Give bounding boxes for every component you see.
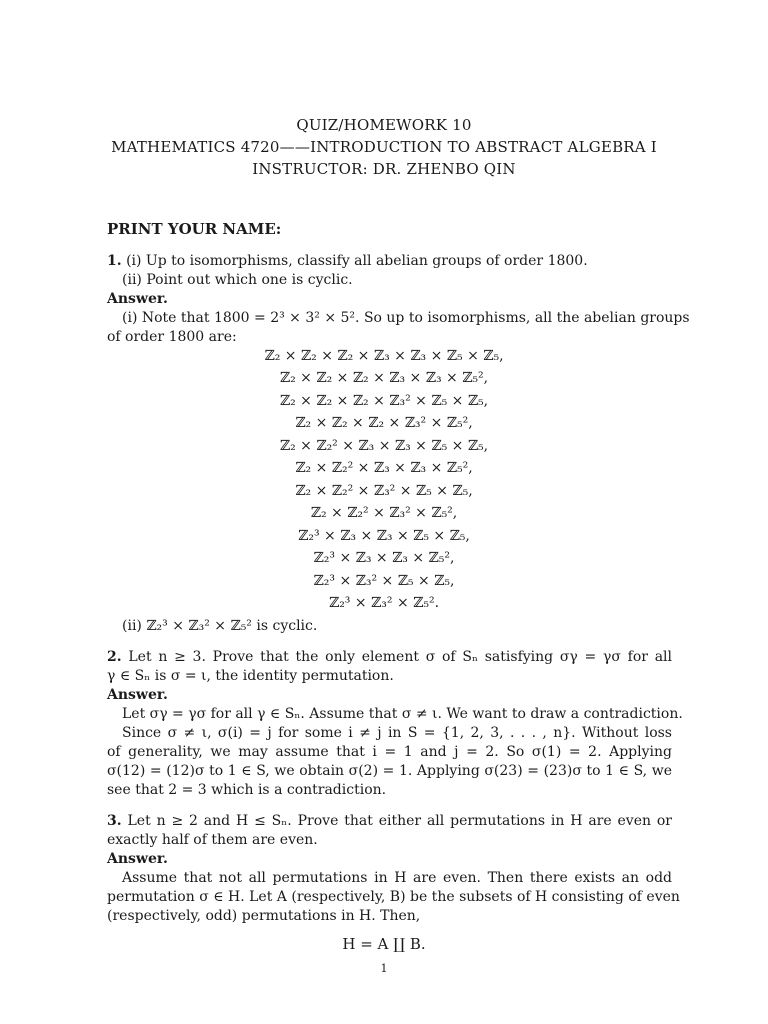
group-list-item: ℤ₂ × ℤ₂² × ℤ₃ × ℤ₃ × ℤ₅ × ℤ₅, [279,438,489,454]
question-3-number: 3. [107,813,122,829]
print-name-label: PRINT YOUR NAME: [107,220,282,238]
disjoint-union-formula: H = A ∐ B. [342,935,426,953]
answer-3-line1: Assume that not all permutations in H are even. Then there exists an odd [122,870,672,886]
answer-1-label: Answer. [107,291,168,307]
question-2-line1 [107,648,672,666]
answer-2-line4: σ(12) = (12)σ to 1 ∈ S, we obtain σ(2) = 1. Applying σ(23) = (23)σ to 1 ∈ S, we [107,763,672,779]
answer-1-intro-line1: (i) Note that 1800 = 2³ × 3² × 5². So up to isomorphisms, all the abelian groups [122,310,690,326]
answer-2-label: Answer. [107,687,168,703]
question-1-number: 1. [107,253,122,269]
question-2-line2: γ ∈ Sₙ is σ = ι, the identity permutation. [107,668,394,684]
header-instructor: INSTRUCTOR: DR. ZHENBO QIN [252,160,516,178]
group-list-item: ℤ₂³ × ℤ₃² × ℤ₅ × ℤ₅, [313,573,455,589]
answer-2-line1: Let σγ = γσ for all γ ∈ Sₙ. Assume that σ ≠ ι. We want to draw a contradiction. [122,706,683,722]
question-3-line1 [107,812,672,830]
group-list-item: ℤ₂ × ℤ₂² × ℤ₃² × ℤ₅ × ℤ₅, [295,483,473,499]
group-list-item: ℤ₂ × ℤ₂ × ℤ₂ × ℤ₃² × ℤ₅², [295,415,473,431]
group-list-item: ℤ₂ × ℤ₂ × ℤ₂ × ℤ₃² × ℤ₅ × ℤ₅, [279,393,489,409]
question-1-part-ii: (ii) Point out which one is cyclic. [122,272,353,288]
header-course: MATHEMATICS 4720——INTRODUCTION TO ABSTRACT ALGEBRA I [111,138,657,156]
group-list-item: ℤ₂³ × ℤ₃ × ℤ₃ × ℤ₅ × ℤ₅, [298,528,470,544]
page-number: 1 [380,962,388,975]
group-list-item: ℤ₂ × ℤ₂² × ℤ₃² × ℤ₅², [310,505,458,521]
header-title: QUIZ/HOMEWORK 10 [296,116,472,134]
question-1-part-i: (i) Up to isomorphisms, classify all abelian groups of order 1800. [126,253,588,269]
answer-2-line2: Since σ ≠ ι, σ(i) = j for some i ≠ j in S = {1, 2, 3, . . . , n}. Without loss [122,725,672,741]
answer-3-label: Answer. [107,851,168,867]
question-2-text: Let n ≥ 3. Prove that the only element σ of Sₙ satisfying σγ = γσ for all [128,649,672,665]
question-1 [107,252,588,270]
group-list-item: ℤ₂ × ℤ₂ × ℤ₂ × ℤ₃ × ℤ₃ × ℤ₅ × ℤ₅, [264,348,504,364]
answer-1-cyclic: (ii) ℤ₂³ × ℤ₃² × ℤ₅² is cyclic. [122,618,318,634]
answer-3-line3: (respectively, odd) permutations in H. Then, [107,908,421,924]
group-list-item: ℤ₂³ × ℤ₃ × ℤ₃ × ℤ₅², [313,550,455,566]
group-list-item: ℤ₂ × ℤ₂² × ℤ₃ × ℤ₃ × ℤ₅², [295,460,473,476]
question-3-text: Let n ≥ 2 and H ≤ Sₙ. Prove that either all permutations in H are even or [127,813,673,829]
question-3-line2: exactly half of them are even. [107,832,318,848]
answer-3-line2: permutation σ ∈ H. Let A (respectively, B) be the subsets of H consisting of even [107,889,680,905]
question-2-number: 2. [107,649,122,665]
answer-2-line5: see that 2 = 3 which is a contradiction. [107,782,387,798]
answer-2-line3: of generality, we may assume that i = 1 and j = 2. So σ(1) = 2. Applying [107,744,672,760]
group-list-item: ℤ₂³ × ℤ₃² × ℤ₅². [328,595,440,611]
answer-1-intro-line2: of order 1800 are: [107,329,237,345]
group-list-item: ℤ₂ × ℤ₂ × ℤ₂ × ℤ₃ × ℤ₃ × ℤ₅², [279,370,489,386]
